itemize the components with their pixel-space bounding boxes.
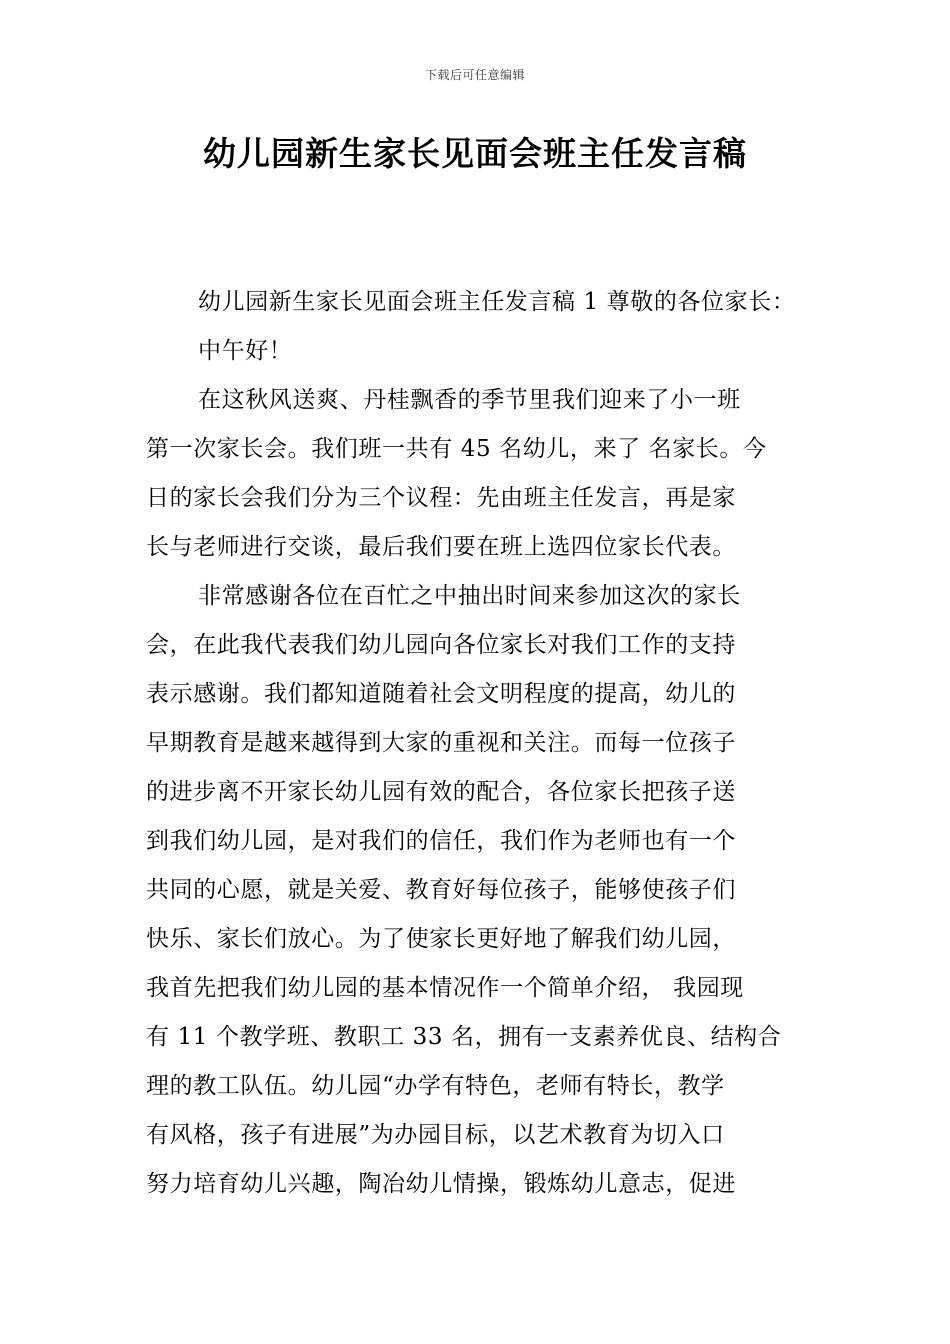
header-note: 下载后可任意编辑 bbox=[424, 68, 525, 82]
paragraph-line: 表示感谢。我们都知道随着社会文明程度的提高，幼儿的 bbox=[146, 681, 736, 707]
document-body bbox=[146, 278, 826, 1209]
paragraph-line: 长与老师进行交谈，最后我们要在班上选四位家长代表。 bbox=[146, 534, 736, 560]
paragraph-line: 在这秋风送爽、丹桂飘香的季节里我们迎来了小一班 bbox=[198, 387, 741, 413]
paragraph-line: 共同的心愿，就是关爱、教育好每位孩子，能够使孩子们 bbox=[146, 877, 736, 903]
paragraph-line: 理的教工队伍。幼儿园“办学有特色，老师有特长，教学 bbox=[146, 1073, 725, 1099]
paragraph-line: 有风格，孩子有进展”为办园目标，以艺术教育为切入口 bbox=[146, 1122, 725, 1148]
paragraph-line: 日的家长会我们分为三个议程：先由班主任发言，再是家 bbox=[146, 485, 736, 511]
paragraph-line: 幼儿园新生家长见面会班主任发言稿 1 尊敬的各位家长： bbox=[198, 289, 796, 315]
paragraph-line: 非常感谢各位在百忙之中抽出时间来参加这次的家长 bbox=[198, 583, 741, 609]
paragraph-line: 中午好！ bbox=[198, 338, 293, 364]
document-title: 幼儿园新生家长见面会班主任发言稿 bbox=[203, 134, 747, 173]
paragraph-line: 早期教育是越来越得到大家的重视和关注。而每一位孩子 bbox=[146, 730, 736, 756]
paragraph-line: 会，在此我代表我们幼儿园向各位家长对我们工作的支持 bbox=[146, 632, 736, 658]
paragraph-line: 快乐、家长们放心。为了使家长更好地了解我们幼儿园， bbox=[146, 926, 736, 952]
paragraph-line: 到我们幼儿园，是对我们的信任，我们作为老师也有一个 bbox=[146, 828, 736, 854]
paragraph-line: 第一次家长会。我们班一共有 45 名幼儿，来了 名家长。今 bbox=[146, 436, 767, 462]
paragraph-line: 我首先把我们幼儿园的基本情况作一个简单介绍， 我园现 bbox=[146, 975, 744, 1001]
paragraph-line: 有 11 个教学班、教职工 33 名，拥有一支素养优良、结构合 bbox=[146, 1024, 782, 1050]
paragraph-line: 努力培育幼儿兴趣，陶冶幼儿情操，锻炼幼儿意志，促进 bbox=[146, 1171, 736, 1197]
paragraph-line: 的进步离不开家长幼儿园有效的配合，各位家长把孩子送 bbox=[146, 779, 736, 805]
